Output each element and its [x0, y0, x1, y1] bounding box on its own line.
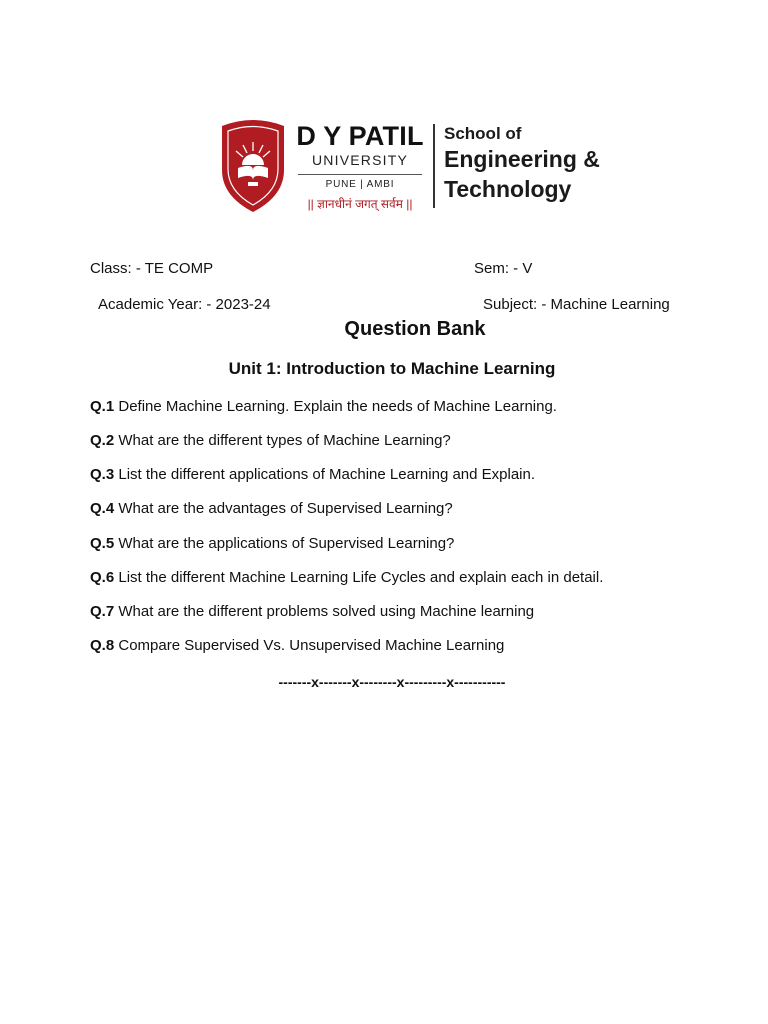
brand-motto: || ज्ञानधीनं जगत् सर्वम ||	[307, 197, 413, 211]
end-divider: -------x-------x--------x---------x-----------	[278, 674, 506, 690]
question-text: Define Machine Learning. Explain the needs of Machine Learning.	[114, 398, 557, 415]
question-number: Q.8	[90, 637, 115, 654]
academic-year-label: Academic Year: - 2023-24	[98, 296, 271, 313]
university-wordmark	[296, 122, 424, 212]
question-item	[90, 500, 453, 517]
university-crest-icon	[218, 118, 288, 214]
question-number: Q.2	[90, 432, 115, 449]
question-item	[90, 535, 454, 552]
question-item	[90, 466, 535, 483]
brand-sub: UNIVERSITY	[311, 152, 408, 168]
brand-name: D Y PATIL	[296, 121, 424, 151]
question-number: Q.6	[90, 569, 115, 586]
class-label: Class: - TE COMP	[90, 260, 214, 277]
question-item	[90, 432, 451, 449]
school-line-3: Technology	[444, 176, 572, 202]
school-name	[444, 124, 600, 204]
brand-divider	[298, 174, 422, 175]
sem-label: Sem: - V	[474, 260, 533, 277]
question-text: What are the applications of Supervised Learning?	[114, 535, 455, 552]
question-item	[90, 637, 504, 654]
question-text: What are the different types of Machine Learning?	[114, 432, 451, 449]
logo-separator	[433, 124, 435, 208]
question-number: Q.5	[90, 535, 115, 552]
question-text: What are the advantages of Supervised Learning?	[114, 500, 453, 517]
question-text: What are the different problems solved using Machine learning	[114, 603, 535, 620]
university-logo	[218, 116, 638, 216]
page-title: Question Bank	[344, 318, 486, 340]
question-text: Compare Supervised Vs. Unsupervised Machine Learning	[114, 637, 505, 654]
question-text: List the different applications of Machine Learning and Explain.	[114, 466, 536, 483]
school-line-2: Engineering &	[444, 146, 600, 172]
unit-title: Unit 1: Introduction to Machine Learning	[228, 359, 556, 378]
school-line-1: School of	[444, 124, 522, 143]
question-number: Q.4	[90, 500, 115, 517]
subject-label: Subject: - Machine Learning	[483, 296, 670, 313]
question-item	[90, 398, 557, 415]
question-item	[90, 569, 603, 586]
question-item	[90, 603, 534, 620]
question-number: Q.1	[90, 398, 115, 415]
brand-location: PUNE | AMBI	[325, 179, 395, 190]
question-number: Q.7	[90, 603, 115, 620]
question-number: Q.3	[90, 466, 115, 483]
question-text: List the different Machine Learning Life Cycles and explain each in detail.	[114, 569, 604, 586]
